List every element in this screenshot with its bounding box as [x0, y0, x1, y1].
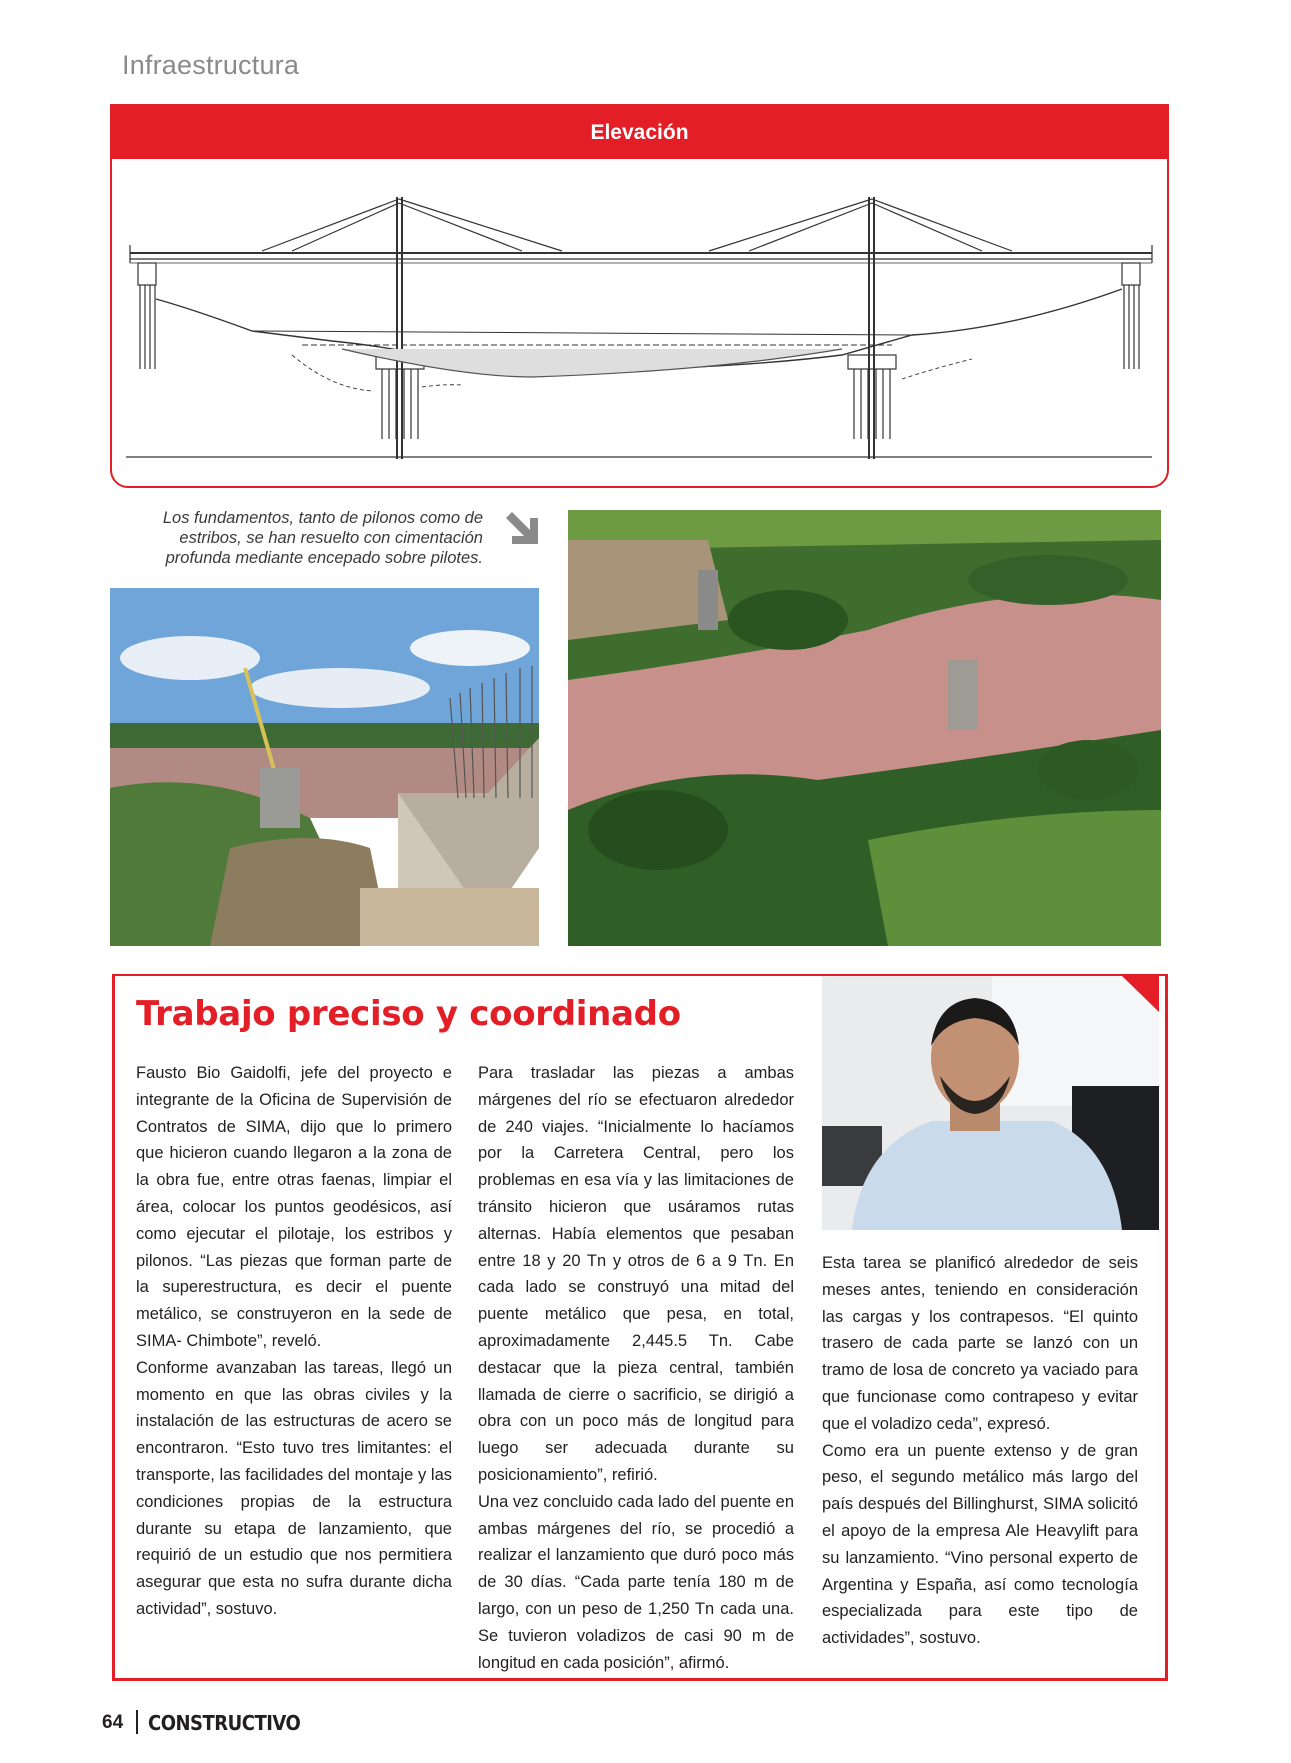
paragraph: Para trasladar las piezas a ambas márgenes del río se efectuaron alrededor de 240 viajes. “Inicialmente lo hacíamos por la Carretera Central, pero los problemas en esa vía y las limitaciones de tránsito hicieron que usáramos rutas alternas. Había elementos que pesaban entre 18 y 20 Tn y otros de 6 a 9 Tn. En cada lado se construyó una mitad del puente metálico que pesa, en total, aproximadamente 2,445.5 Tn. Cabe destacar que la pieza central, también llamada de cierre o sacrificio, se dirigió a obra con un poco más de longitud para luego ser adecuada durante su posicionamiento”, refirió. — [478, 1064, 794, 1484]
section-label: Infraestructura — [122, 50, 300, 80]
paragraph: Esta tarea se planificó alrededor de seis meses antes, teniendo en consideración las cargas y los contrapesos. “El quinto trasero de cada parte se lanzó con un tramo de losa de concreto ya vaciado para que funcionase como contrapeso y evitar que el voladizo ceda”, expresó. — [822, 1254, 1138, 1433]
portrait-photo — [822, 976, 1159, 1230]
paragraph: Una vez concluido cada lado del puente en ambas márgenes del río, se procedió a realizar el lanzamiento que duró poco más de 30 días. “Cada parte tenía 180 m de largo, con un peso de 1,250 Tn cada una. Se tuvieron voladizos de casi 90 m de longitud en cada posición”, afirmó. — [478, 1492, 794, 1672]
photo-caption: Los fundamentos, tanto de pilonos como de estribos, se han resuelto con cimentación profunda mediante encepado sobre pilotes. — [162, 509, 483, 567]
article-column-1 — [136, 1060, 452, 1623]
paragraph: Como era un puente extenso y de gran peso, el segundo metálico más largo del país después del Billinghurst, SIMA solicitó el apoyo de la empresa Ale Heavylift para su lanzamiento. “Vino personal experto de Argentina y España, así como tecnología especializada para este tipo de actividades”, sostuvo. — [822, 1441, 1138, 1648]
paragraph: Conforme avanzaban las tareas, llegó un momento en que las obras civiles y la instalación de las estructuras de acero se encontraron. “Esto tuvo tres limitantes: el transporte, las facilidades del montaje y las condiciones propias de la estructura durante su etapa de lanzamiento, que requirió de un estudio que nos permitiera asegurar que esta no sufra durante dicha actividad”, sostuvo. — [136, 1358, 452, 1618]
aerial-river-photo — [568, 510, 1161, 946]
elevation-title: Elevación — [112, 106, 1167, 159]
construction-photo-left — [110, 588, 539, 946]
footer-divider — [136, 1710, 138, 1734]
magazine-name: CONSTRUCTIVO — [148, 1711, 301, 1735]
paragraph: Fausto Bio Gaidolfi, jefe del proyecto e integrante de la Oficina de Supervisión de Contratos de SIMA, dijo que lo primero que hicieron cuando llegaron a la zona de la obra fue, entre otras faenas, limpiar el área, colocar los puntos geodésicos, así como ejecutar el pilotaje, los estribos y pilonos. “Las piezas que forman parte de la superestructura, es decir el puente metálico, se construyeron en la sede de SIMA- Chimbote”, reveló. — [136, 1064, 452, 1350]
page-number: 64 — [102, 1712, 124, 1733]
article-column-3 — [822, 1250, 1138, 1652]
article-column-2 — [478, 1060, 794, 1676]
elevation-figure — [110, 104, 1169, 488]
bridge-elevation-drawing — [112, 159, 1167, 484]
article-title: Trabajo preciso y coordinado — [136, 994, 681, 1034]
arrow-down-right-icon — [504, 510, 540, 546]
